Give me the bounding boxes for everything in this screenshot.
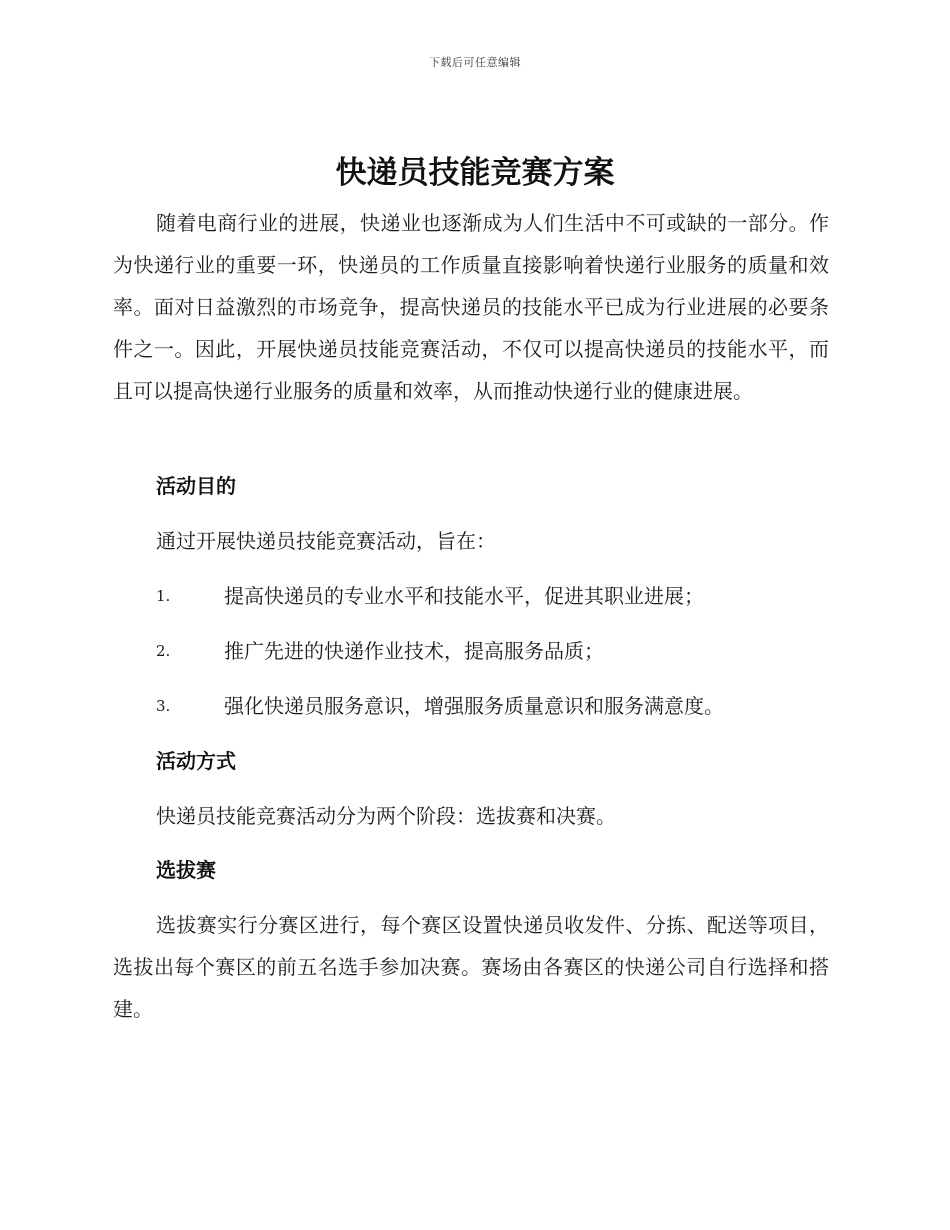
section-heading-method: 活动方式 — [156, 749, 236, 773]
section-heading-selection: 选拔赛 — [156, 858, 216, 882]
list-item — [156, 636, 846, 666]
list-item-number: 3. — [156, 697, 171, 715]
list-item-number: 2. — [156, 642, 171, 660]
header-note: 下载后可任意编辑 — [429, 56, 521, 69]
intro-paragraph: 随着电商行业的进展，快递业也逐渐成为人们生活中不可或缺的一部分。作为快递行业的重要一环，快递员的工作质量直接影响着快递行业服务的质量和效率。面对日益激烈的市场竞争，提高快递员的技能水平已成为行业进展的必要条件之一。因此，开展快递员技能竞赛活动，不仅可以提高快递员的技能水平，而且可以提高快递行业服务的质量和效率，从而推动快递行业的健康进展。 — [113, 211, 829, 403]
list-item — [156, 581, 846, 611]
section-heading-purpose: 活动目的 — [156, 474, 236, 498]
list-item — [156, 691, 846, 721]
selection-paragraph: 选拔赛实行分赛区进行，每个赛区设置快递员收发件、分拣、配送等项目，选拔出每个赛区的前五名选手参加决赛。赛场由各赛区的快递公司自行选择和搭建。 — [113, 913, 829, 1021]
list-item-text: 强化快递员服务意识，增强服务质量意识和服务满意度。 — [224, 694, 724, 718]
method-text: 快递员技能竞赛活动分为两个阶段：选拔赛和决赛。 — [156, 804, 616, 828]
list-item-number: 1. — [156, 587, 171, 605]
purpose-lead-text: 通过开展快递员技能竞赛活动，旨在： — [156, 529, 496, 553]
list-item-text: 推广先进的快递作业技术，提高服务品质； — [224, 639, 604, 663]
list-item-text: 提高快递员的专业水平和技能水平，促进其职业进展； — [224, 584, 704, 608]
document-title: 快递员技能竞赛方案 — [335, 155, 615, 191]
